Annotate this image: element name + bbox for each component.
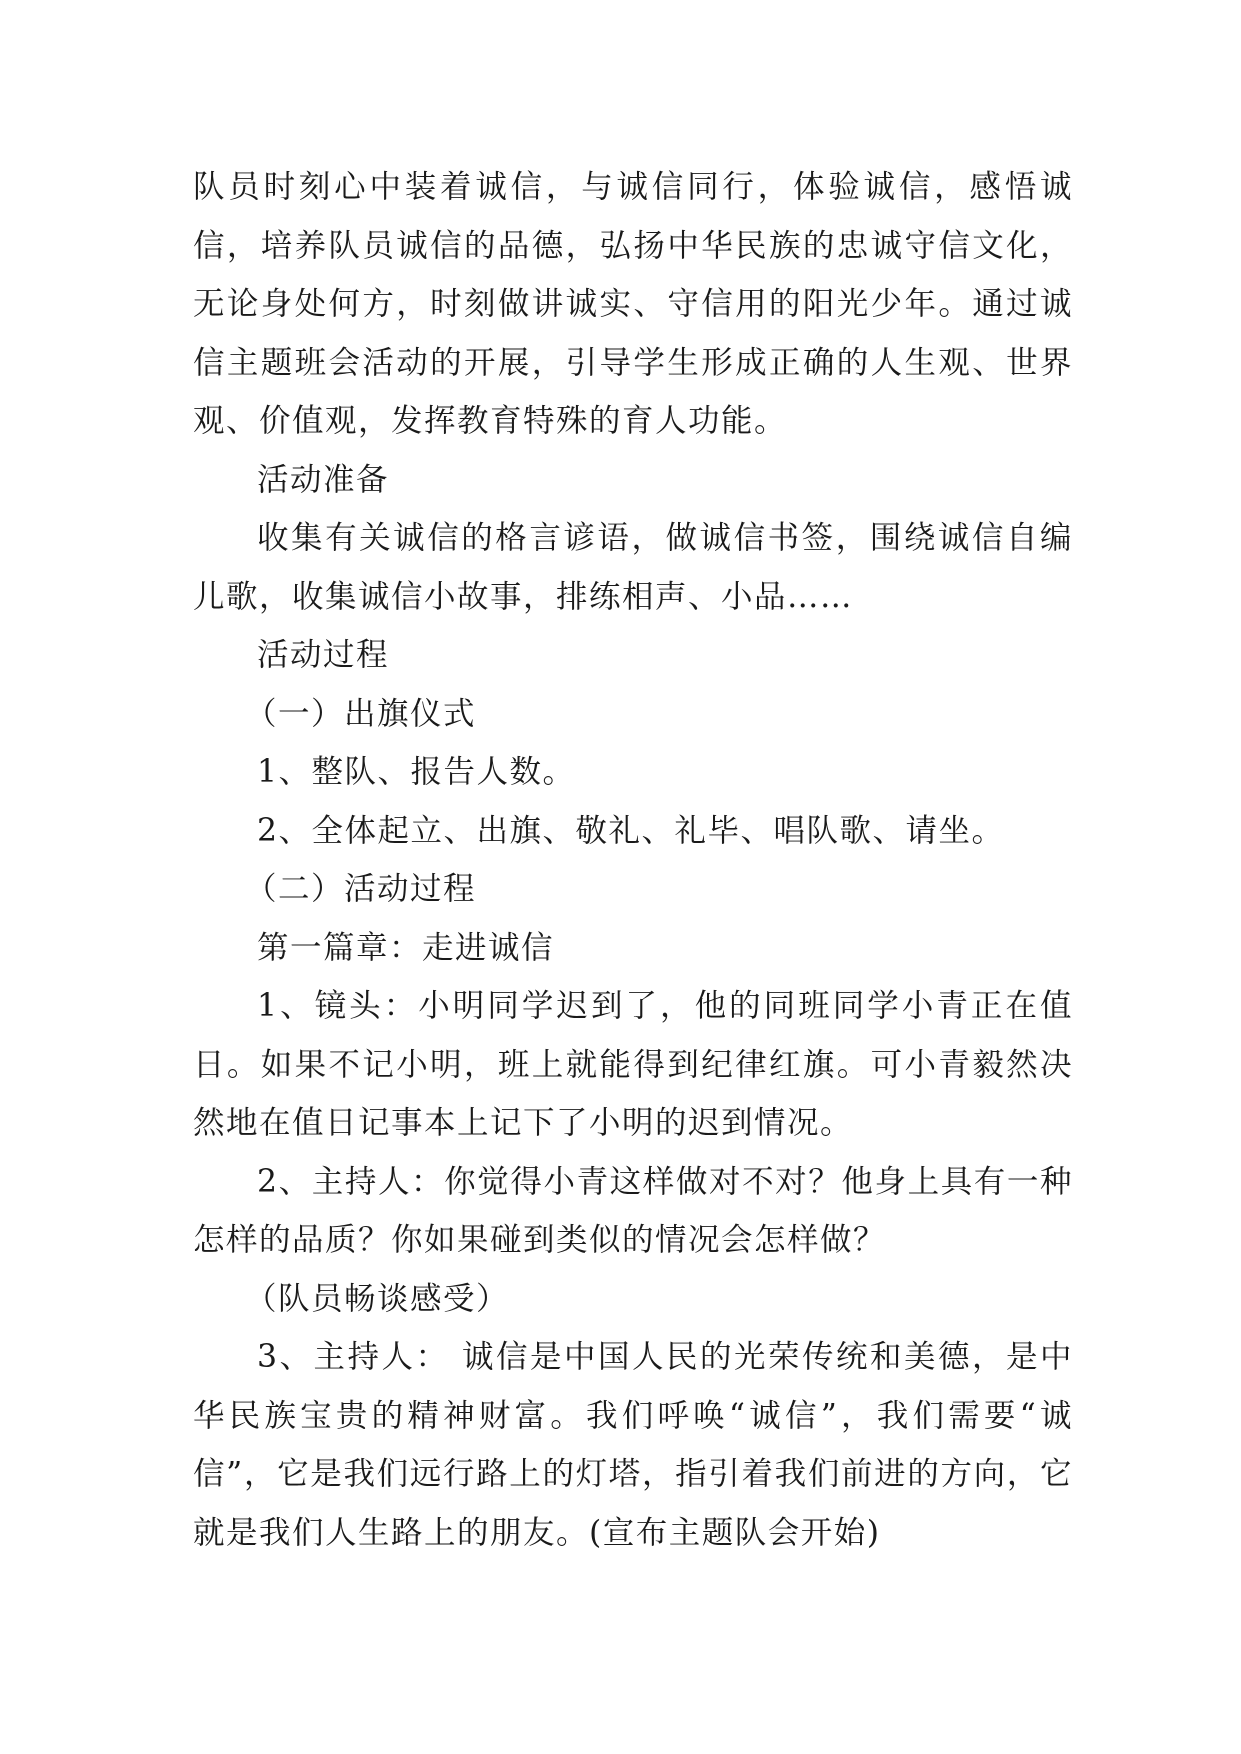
members-talk-line: （队员畅谈感受） (245, 1280, 510, 1317)
host-paragraph: 3、主持人： 诚信是中国人民的光荣传统和美德，是中华民族宝贵的精神财富。我们呼唤“诚信”，我们需要“诚信”，它是我们远行路上的灯塔，指引着我们前进的方向，它就是我们人生路上的朋友。(宣布主题队会开始) (193, 1339, 1073, 1551)
part-two-heading: （二）活动过程 (245, 871, 477, 907)
intro-paragraph: 队员时刻心中装着诚信，与诚信同行，体验诚信，感悟诚信，培养队员诚信的品德，弘扬中华民族的忠诚守信文化，无论身处何方，时刻做讲诚实、守信用的阳光少年。通过诚信主题班会活动的开展，引导学生形成正确的人生观、世界观、价值观，发挥教育特殊的育人功能。 (193, 169, 1073, 439)
step-line: 1、整队、报告人数。 (257, 754, 576, 790)
preparation-heading: 活动准备 (257, 461, 390, 498)
document-body (193, 158, 1073, 1562)
preparation-paragraph: 收集有关诚信的格言谚语，做诚信书签，围绕诚信自编儿歌，收集诚信小故事，排练相声、小品…… (193, 520, 1073, 615)
step-line: 2、全体起立、出旗、敬礼、礼毕、唱队歌、请坐。 (257, 812, 1005, 849)
chapter-heading: 第一篇章：走进诚信 (257, 929, 555, 966)
process-heading: 活动过程 (257, 637, 390, 673)
scene-paragraph: 1、镜头：小明同学迟到了，他的同班同学小青正在值日。如果不记小明，班上就能得到纪律红旗。可小青毅然决然地在值日记事本上记下了小明的迟到情况。 (193, 988, 1073, 1141)
part-one-heading: （一）出旗仪式 (245, 695, 477, 732)
host-paragraph: 2、主持人：你觉得小青这样做对不对？他身上具有一种怎样的品质？你如果碰到类似的情况会怎样做？ (193, 1163, 1073, 1258)
